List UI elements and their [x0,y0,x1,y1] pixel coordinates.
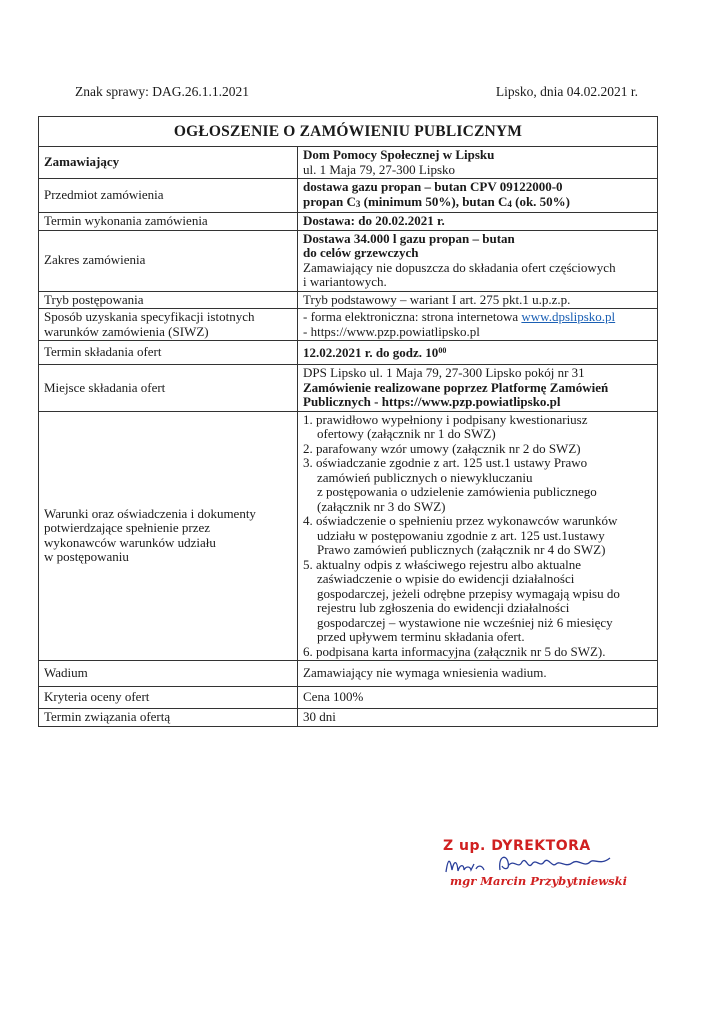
condition-item [303,456,652,514]
zakres-line2: do celów grzewczych [303,245,419,260]
condition-line-first: 1. prawidłowo wypełniony i podpisany kwestionariusz [303,411,588,427]
label-termin-wykonania: Termin wykonania zamówienia [39,213,298,231]
condition-item [303,645,652,660]
siwz-website-link[interactable]: www.dpslipsko.pl [521,309,616,324]
zamawiajacy-address: ul. 1 Maja 79, 27-300 Lipsko [303,161,456,177]
condition-line-continued: (załącznik nr 3 do SWZ) [317,498,446,514]
condition-line-first: 6. podpisana karta informacyjna (załącznik nr 5 do SWZ). [303,643,606,659]
label-termin-zwiazania: Termin związania ofertą [39,709,298,727]
row-siwz [39,309,658,341]
miejsce-line3: Publicznych - https://www.pzp.powiatlipsko.pl [303,394,561,409]
label-tryb: Tryb postępowania [39,291,298,309]
condition-line-continued: zaświadczenie o wpisie do ewidencji działalności [317,571,575,586]
condition-line-continued: gospodarczej – wystawione nie wcześniej niż 6 miesięcy [317,614,613,630]
label-kryteria: Kryteria oceny ofert [39,687,298,709]
stamp-name: mgr Marcin Przybytniewski [450,874,627,888]
label-siwz-line2: warunków zamówienia (SIWZ) [44,323,209,339]
label-zakres: Zakres zamówienia [39,230,298,291]
place-date: Lipsko, dnia 04.02.2021 r. [495,84,638,99]
condition-line-continued: udziału w postępowaniu zgodnie z art. 125 ust.1ustawy [317,527,605,543]
przedmiot-line1: dostawa gazu propan – butan CPV 09122000-0 [303,179,563,194]
kryteria-value: Cena 100% [298,687,658,709]
case-reference: Znak sprawy: DAG.26.1.1.2021 [75,84,249,99]
zakres-line3: Zamawiający nie dopuszcza do składania ofert częściowych [303,259,616,275]
condition-line-first: 3. oświadczanie zgodnie z art. 125 ust.1 ustawy Prawo [303,455,588,470]
miejsce-line1: DPS Lipsko ul. 1 Maja 79, 27-300 Lipsko pokój nr 31 [303,365,585,380]
row-miejsce [39,365,658,412]
termin-skladania-value: 12.02.2021 r. do godz. $10^{00}$ [298,341,658,365]
row-termin-wykonania [39,213,658,231]
condition-line-continued: zamówień publicznych o niewykluczaniu [317,469,533,485]
table-title: OGŁOSZENIE O ZAMÓWIENIU PUBLICZNYM [39,117,658,147]
row-zakres [39,230,658,291]
row-wadium [39,661,658,687]
row-przedmiot [39,179,658,213]
termin-wykonania-value: Dostawa: do 20.02.2021 r. [298,213,658,231]
stamp-title: Z up. DYREKTORA [443,838,591,854]
label-siwz-line1: Sposób uzyskania specyfikacji istotnych [44,309,255,324]
row-kryteria [39,687,658,709]
label-przedmiot: Przedmiot zamówienia [39,179,298,213]
label-warunki-line2: potwierdzające spełnienie przez [44,520,211,536]
termin-zwiazania-value: 30 dni [298,709,658,727]
wadium-value: Zamawiający nie wymaga wniesienia wadium. [298,661,658,687]
label-warunki-line3: wykonawców warunków udziału [44,534,216,550]
condition-line-continued: gospodarczej, jeżeli odrębne przepisy wymagają wpisu do [317,585,620,601]
label-miejsce: Miejsce składania ofert [39,365,298,412]
zakres-line4: i wariantowych. [303,274,387,289]
label-zamawiajacy: Zamawiający [39,147,298,179]
condition-item [303,413,652,442]
row-tryb [39,291,658,309]
zakres-line1: Dostawa 34.000 l gazu propan – butan [303,230,515,246]
label-termin-skladania: Termin składania ofert [39,341,298,365]
zamawiajacy-name: Dom Pomocy Społecznej w Lipsku [303,147,495,162]
condition-line-first: 2. parafowany wzór umowy (załącznik nr 2 do SWZ) [303,440,581,456]
label-wadium: Wadium [39,661,298,687]
signature-stamp [440,838,640,898]
row-zamawiajacy [39,147,658,179]
condition-item [303,514,652,558]
row-termin-zwiazania [39,709,658,727]
przedmiot-line2: propan $C_3$ (minimum 50%), butan $C_4$ (ok. 50%) [303,193,571,209]
condition-line-first: 4. oświadczenie o spełnieniu przez wykonawców warunków [303,513,618,528]
label-warunki-line4: w postępowaniu [44,549,129,565]
condition-line-first: 5. aktualny odpis z właściwego rejestru albo aktualne [303,556,581,572]
condition-item [303,558,652,645]
siwz-line2: - https://www.pzp.powiatlipsko.pl [303,323,480,339]
row-termin-skladania [39,341,658,365]
condition-line-continued: Prawo zamówień publicznych (załącznik nr 4 do SWZ) [317,542,606,557]
condition-line-continued: przed upływem terminu składania ofert. [317,629,525,644]
conditions-list [303,413,652,660]
announcement-table [38,116,658,727]
siwz-line1: - forma elektroniczna: strona internetowa www.dpslipsko.pl [303,309,616,324]
label-warunki-line1: Warunki oraz oświadczenia i dokumenty [44,505,256,521]
miejsce-line2: Zamówienie realizowane poprzez Platformę Zamówień [303,379,609,395]
row-warunki [39,411,658,661]
condition-line-continued: ofertowy (załącznik nr 1 do SWZ) [317,426,496,441]
condition-line-continued: rejestru lub zgłoszenia do ewidencji działalności [317,600,570,615]
condition-line-continued: z postępowania o udzielenie zamówienia publicznego [317,484,597,499]
tryb-value: Tryb podstawowy – wariant I art. 275 pkt.1 u.p.z.p. [298,291,658,309]
condition-item [303,442,652,457]
